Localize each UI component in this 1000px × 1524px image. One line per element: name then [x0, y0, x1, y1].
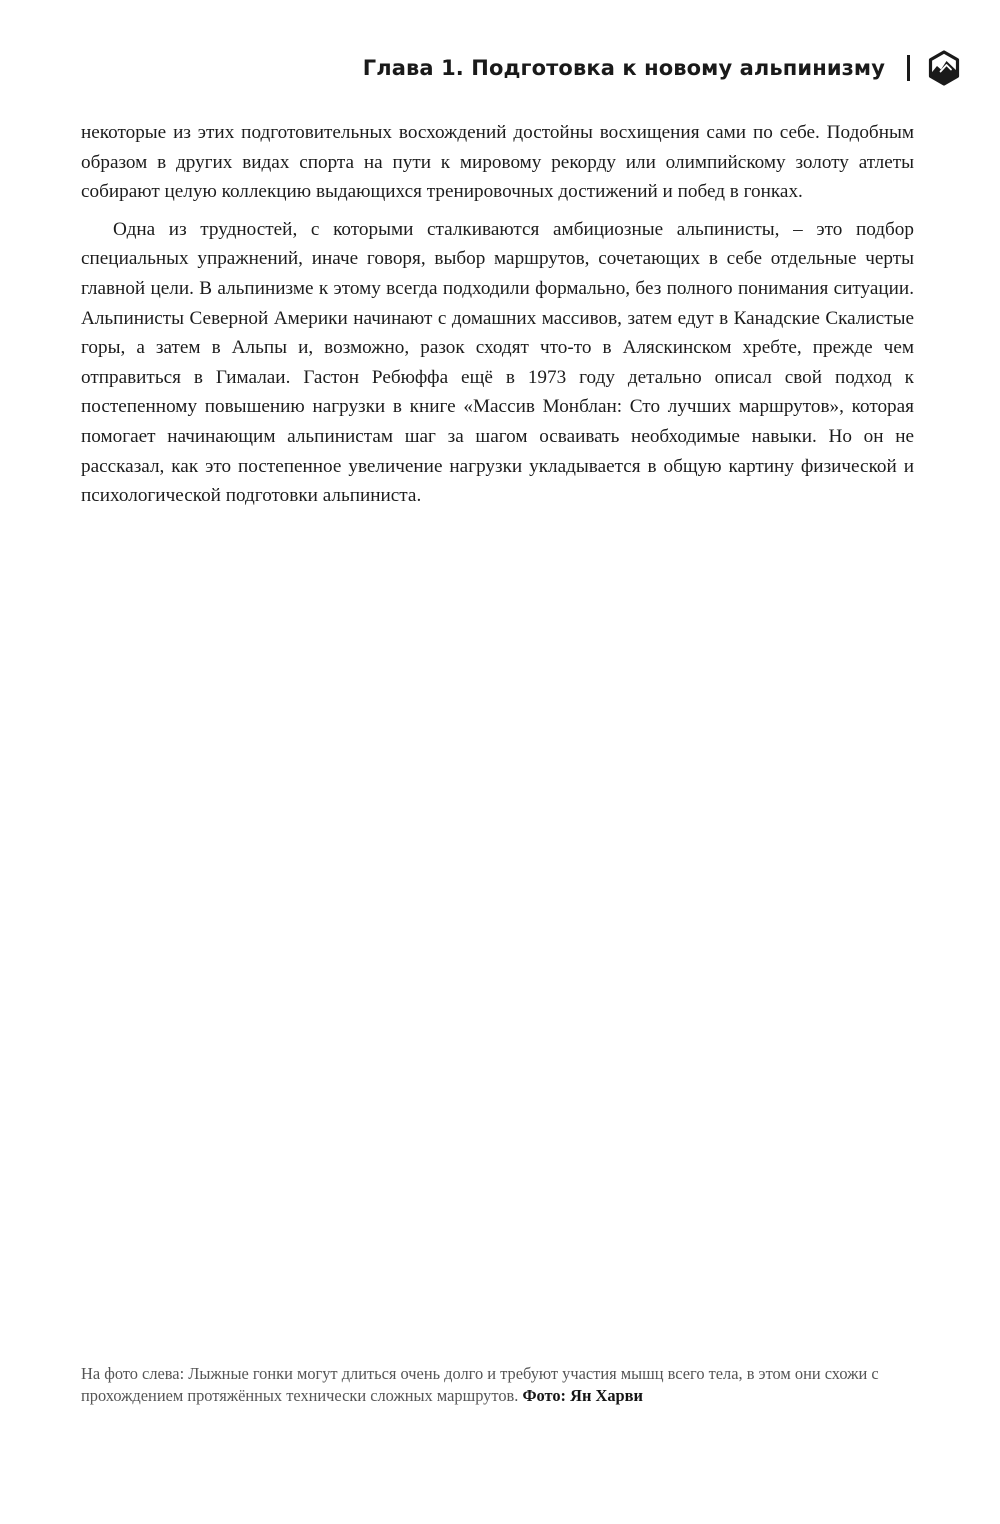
photo-caption [81, 1363, 914, 1406]
main-text [81, 118, 914, 511]
paragraph-1: некоторые из этих подготовительных восхождений достойны восхищения сами по себе. Подобным образом в других видах спорта на пути к мировому рекорду или олимпийскому золоту атлеты собирают целую коллекцию выдающихся тренировочных достижений и побед в гонках. [81, 122, 914, 203]
paragraph-2: Одна из трудностей, с которыми сталкиваются амбициозные альпинисты, – это подбор специальных упражнений, иначе говоря, выбор маршрутов, сочетающих в себе отдельные черты главной цели. В альпинизме к этому всегда подходили формально, без полного понимания ситуации. Альпинисты Северной Америки начинают с домашних массивов, затем едут в Канадские Скалистые горы, а затем в Альпы и, возможно, разок сходят что-то в Аляскинском хребте, прежде чем отправиться в Гималаи. Гастон Ребюффа ещё в 1973 году детально описал свой подход к постепенному повышению нагрузки в книге «Массив Монблан: Сто лучших маршрутов», которая помогает начинающим альпинистам шаг за шагом осваивать необходимые навыки. Но он не рассказал, как это постепенное увеличение нагрузки укладывается в общую картину физической и психологической подготовки альпиниста. [81, 218, 914, 507]
running-header [363, 50, 962, 86]
chapter-title: Глава 1. Подготовка к новому альпинизму [362, 56, 885, 80]
mountain-logo-icon [926, 50, 962, 86]
photo-credit: Фото: Ян Харви [522, 1385, 643, 1405]
caption-text: На фото слева: Лыжные гонки могут длиться очень долго и требуют участия мышц всего тела, в этом они схожи с прохождением протяжённых технически сложных маршрутов. [81, 1364, 879, 1405]
header-divider [907, 55, 910, 81]
